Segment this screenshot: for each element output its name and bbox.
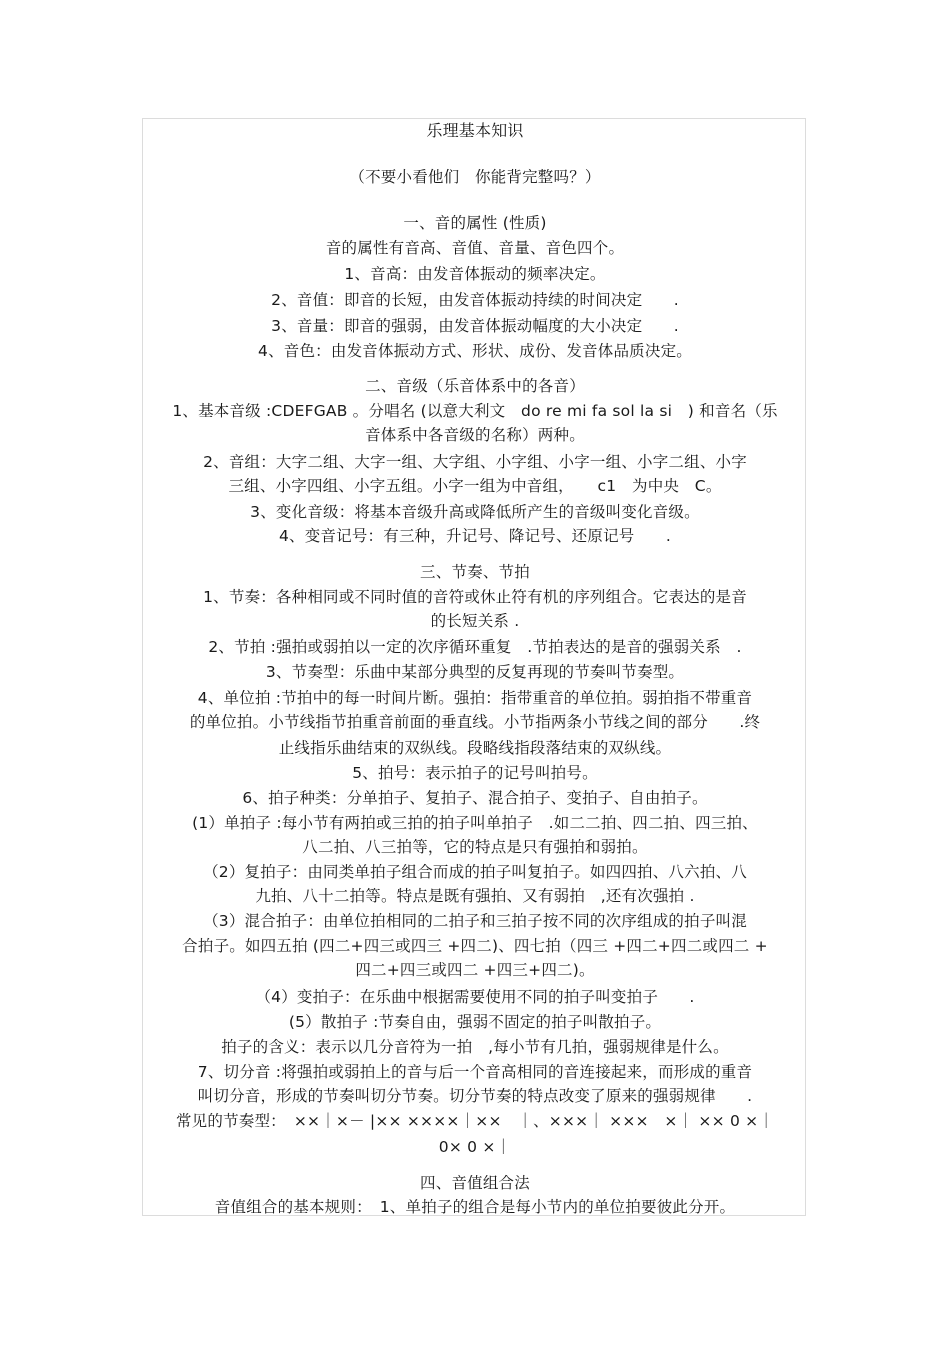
section2-item1-line2: 音体系中各音级的名称）两种。 (365, 426, 585, 444)
section3-sub1-line1: (1）单拍子 :每小节有两拍或三拍的拍子叫单拍子 .如二二拍、四二拍、四三拍、 (192, 814, 758, 832)
section3-item4-line3: 止线指乐曲结束的双纵线。段略线指段落结束的双纵线。 (278, 739, 672, 757)
section3-item5: 5、拍号：表示拍子的记号叫拍号。 (352, 764, 598, 782)
section3-item7-line2: 叫切分音，形成的节奏叫切分节奏。切分节奏的特点改变了原来的强弱规律 . (197, 1087, 753, 1105)
section1-item1: 1、音高：由发音体振动的频率决定。 (344, 265, 606, 283)
section2-heading: 二、音级（乐音体系中的各音） (365, 377, 585, 395)
section1-item3: 3、音量：即音的强弱，由发音体振动幅度的大小决定 . (271, 317, 679, 335)
section2-item2-line1: 2、音组：大字二组、大字一组、大字组、小字组、小字一组、小字二组、小字 (203, 453, 747, 471)
section3-meaning: 拍子的含义：表示以几分音符为一拍 ,每小节有几拍，强弱规律是什么。 (221, 1038, 729, 1056)
section3-sub2-line1: （2）复拍子：由同类单拍子组合而成的拍子叫复拍子。如四四拍、八六拍、八 (203, 863, 747, 881)
section3-sub2-line2: 九拍、八十二拍等。特点是既有强拍、又有弱拍 ,还有次强拍 . (255, 887, 695, 905)
section3-sub3-line1: （3）混合拍子：由单位拍相同的二拍子和三拍子按不同的次序组成的拍子叫混 (203, 912, 747, 930)
section1-intro: 音的属性有音高、音值、音量、音色四个。 (325, 239, 625, 257)
section1-heading: 一、音的属性 (性质) (403, 214, 547, 232)
section3-item6: 6、拍子种类：分单拍子、复拍子、混合拍子、变拍子、自由拍子。 (242, 789, 708, 807)
section3-item4-line1: 4、单位拍 :节拍中的每一时间片断。强拍：指带重音的单位拍。弱拍指不带重音 (197, 689, 753, 707)
document-title: 乐理基本知识 (426, 121, 524, 140)
section4-rule: 音值组合的基本规则： 1、单拍子的组合是每小节内的单位拍要彼此分开。 (214, 1198, 736, 1216)
section3-item7-line1: 7、切分音 :将强拍或弱拍上的音与后一个音高相同的音连接起来，而形成的重音 (197, 1063, 753, 1081)
section3-sub3-line2: 合拍子。如四五拍 (四二+四三或四三 +四二)、四七拍（四三 +四二+四二或四二 + (182, 937, 768, 955)
section2-item3: 3、变化音级：将基本音级升高或降低所产生的音级叫变化音级。 (250, 503, 700, 521)
section3-sub5: (5）散拍子 :节奏自由，强弱不固定的拍子叫散拍子。 (288, 1013, 662, 1031)
section3-rhythm-line2: 0× 0 ×｜ (438, 1138, 512, 1156)
section3-heading: 三、节奏、节拍 (420, 563, 530, 581)
section2-item1-line1: 1、基本音级 :CDEFGAB 。分唱名 (以意大利文 do re mi fa sol la si ) 和音名（乐 (172, 402, 778, 420)
section1-item4: 4、音色：由发音体振动方式、形状、成份、发音体品质决定。 (258, 342, 692, 360)
section3-item3: 3、节奏型：乐曲中某部分典型的反复再现的节奏叫节奏型。 (265, 663, 685, 681)
section3-sub1-line2: 八二拍、八三拍等，它的特点是只有强拍和弱拍。 (302, 838, 648, 856)
section3-item1-line1: 1、节奏：各种相同或不同时值的音符或休止符有机的序列组合。它表达的是音 (203, 588, 747, 606)
section1-item2: 2、音值：即音的长短，由发音体振动持续的时间决定 . (271, 291, 679, 309)
section3-rhythm-line1: 常见的节奏型： ××｜×－ |×× ××××｜×× ｜、×××｜ ××× ×｜ ×× 0 ×｜ (175, 1112, 775, 1130)
document-subtitle: （不要小看他们 你能背完整吗？） (349, 168, 601, 186)
section3-sub3-line3: 四二+四三或四二 +四三+四二)。 (355, 961, 595, 979)
section3-sub4: （4）变拍子：在乐曲中根据需要使用不同的拍子叫变拍子 . (255, 988, 695, 1006)
section2-item2-line2: 三组、小字四组、小字五组。小字一组为中音组， c1 为中央 C。 (228, 477, 722, 495)
section4-heading: 四、音值组合法 (420, 1174, 530, 1192)
section3-item1-line2: 的长短关系 . (430, 612, 520, 630)
section3-item4-line2: 的单位拍。小节线指节拍重音前面的垂直线。小节指两条小节线之间的部分 .终 (189, 713, 761, 731)
section2-item4: 4、变音记号：有三种，升记号、降记号、还原记号 . (279, 527, 671, 545)
section3-item2: 2、节拍 :强拍或弱拍以一定的次序循环重复 .节拍表达的是音的强弱关系 . (208, 638, 742, 656)
